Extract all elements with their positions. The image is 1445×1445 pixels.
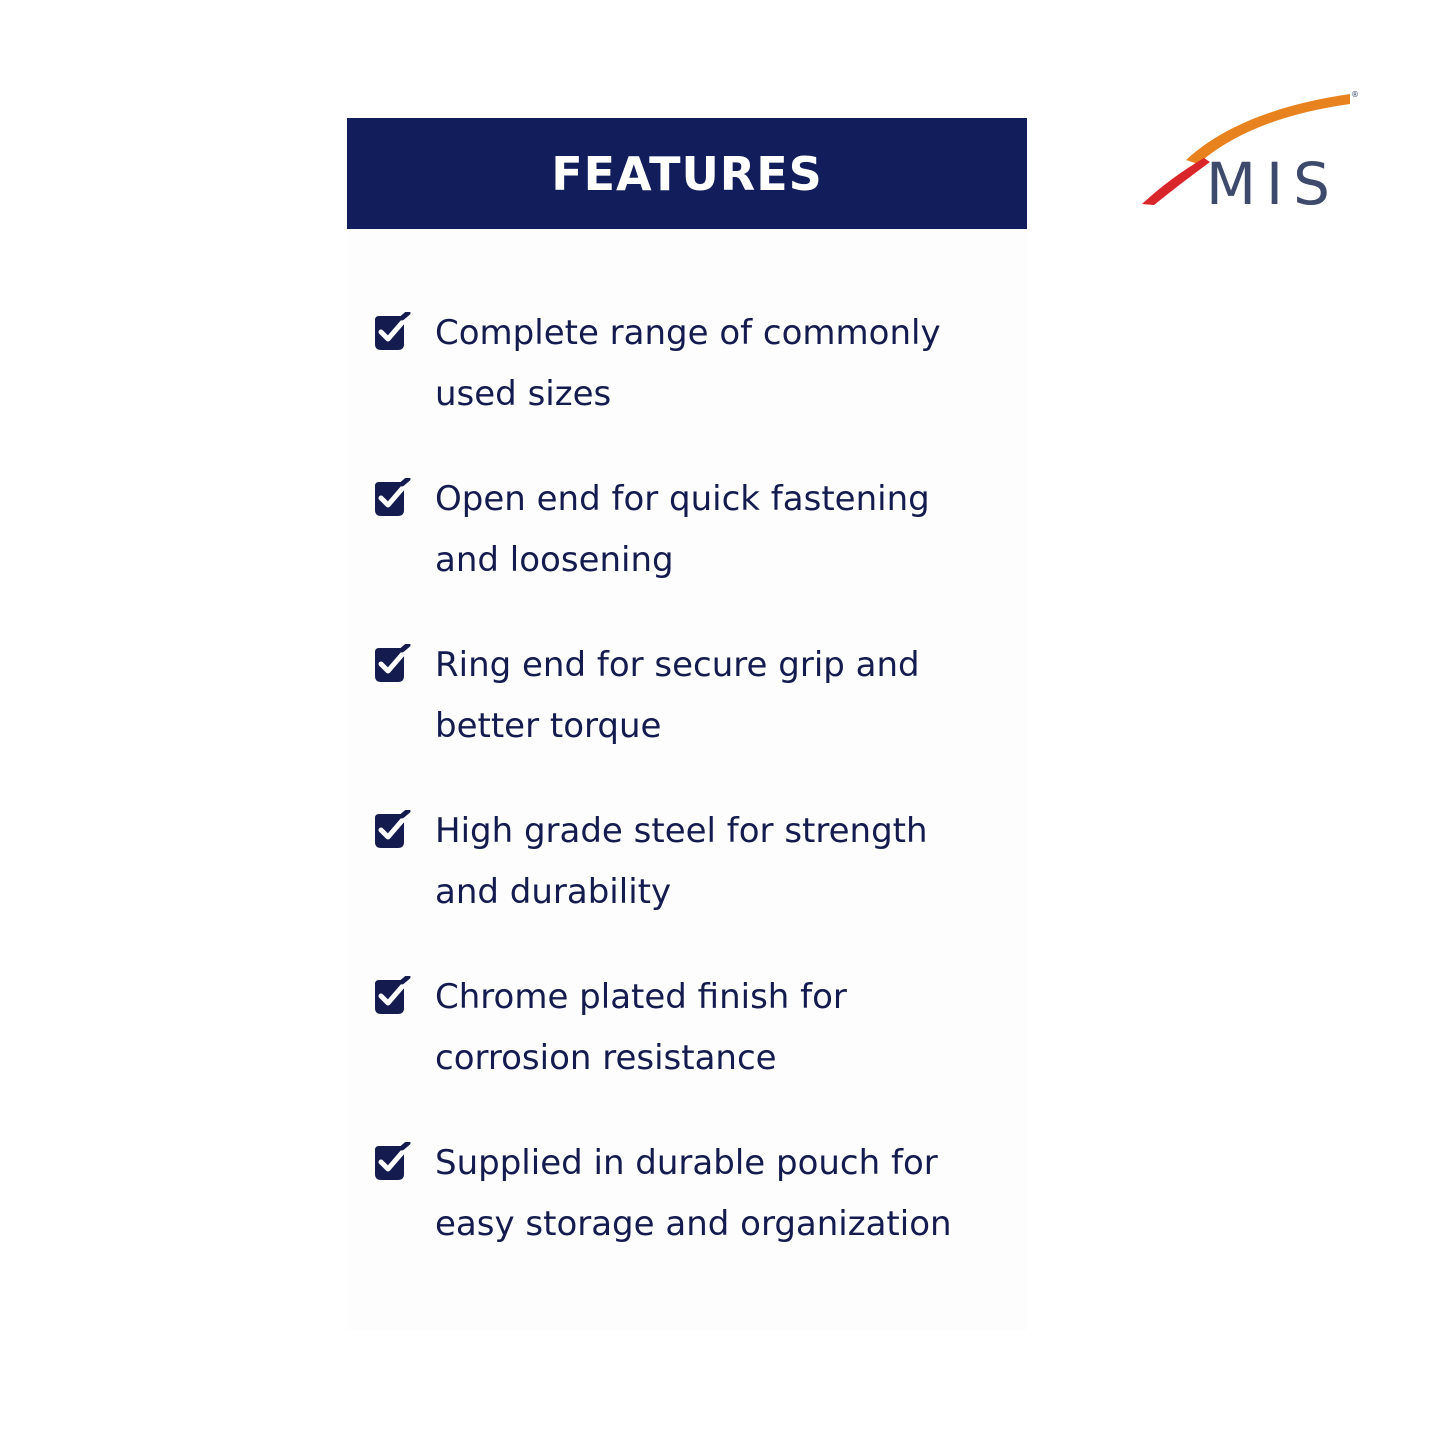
features-card [347,118,1027,1330]
mis-logo [1140,88,1362,210]
check-badge-icon [369,976,411,1018]
logo-swoosh [1142,158,1210,205]
feature-item [369,967,1009,1089]
check-badge-icon [369,312,411,354]
check-badge-icon [369,810,411,852]
feature-text: Complete range of commonly used sizes [435,313,941,414]
feature-item [369,801,1009,923]
features-title: FEATURES [551,146,823,201]
feature-item [369,1133,1009,1255]
feature-text: Ring end for secure grip and better torque [435,645,920,746]
logo-wordmark: MIS [1206,150,1340,210]
check-badge-icon [369,1142,411,1184]
feature-item [369,635,1009,757]
check-badge-icon [369,478,411,520]
feature-text: Open end for quick fastening and loosening [435,479,930,580]
feature-text: Chrome plated finish for corrosion resistance [435,977,847,1078]
feature-list [347,118,1027,1330]
feature-text: High grade steel for strength and durability [435,811,928,912]
check-badge-icon [369,644,411,686]
feature-text: Supplied in durable pouch for easy storage and organization [435,1143,952,1244]
feature-item [369,303,1009,425]
logo-registered-mark: ® [1351,90,1359,99]
feature-item [369,469,1009,591]
